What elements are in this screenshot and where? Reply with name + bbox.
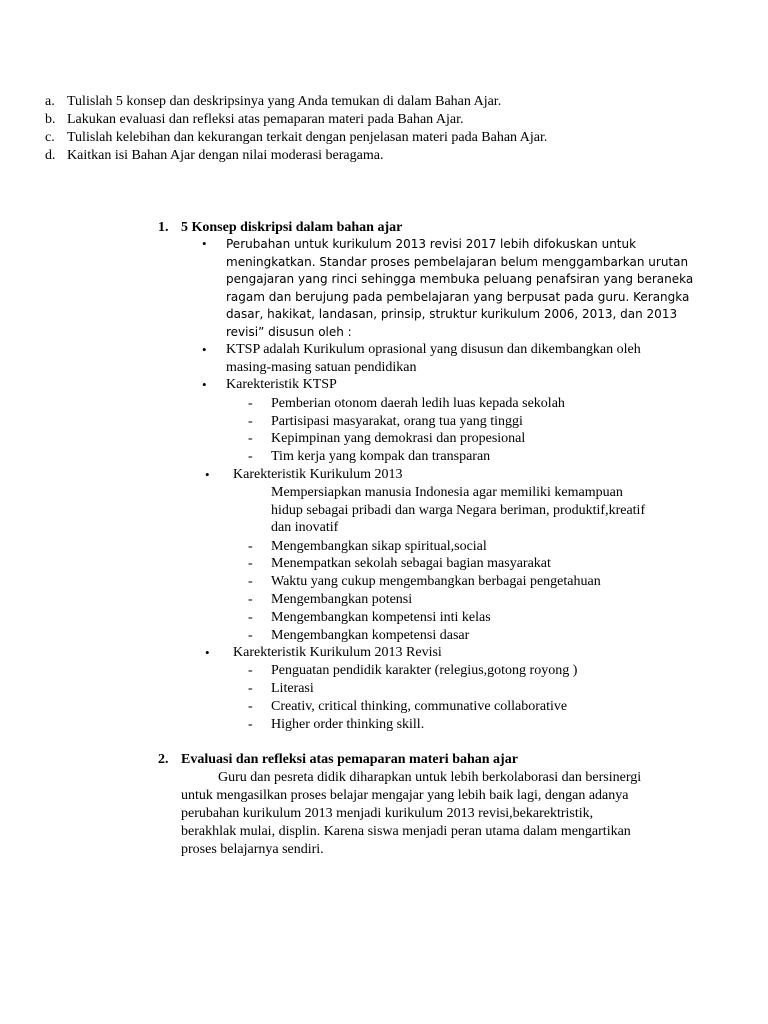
ktsp-char-item: Tim kerja yang kompak dan transparan (271, 449, 491, 464)
section-1-heading: 5 Konsep diskripsi dalam bahan ajar (181, 220, 403, 235)
intro-line: revisi” disusun oleh : (226, 324, 352, 339)
section-2-line: untuk mengasilkan proses belajar mengajar yang lebih baik lagi, dengan adanya (181, 788, 629, 803)
intro-line: ragam dan berujung pada pembelajaran yang berpusat pada guru. Kerangka (226, 289, 690, 304)
bullet-icon: • (205, 467, 210, 482)
section-1-number: 1. (158, 220, 169, 235)
bullet-icon: • (202, 236, 207, 251)
k13r-title: Karekteristik Kurikulum 2013 Revisi (233, 645, 442, 660)
k13r-item: Literasi (271, 681, 314, 696)
dash-icon: - (248, 628, 253, 643)
ktsp-char-item: Kepimpinan yang demokrasi dan propesional (271, 431, 526, 446)
k13-item: Mengembangkan kompetensi dasar (271, 628, 470, 643)
k13-lead-line: dan inovatif (271, 520, 339, 535)
section-2-line: Guru dan pesreta didik diharapkan untuk lebih berkolaborasi dan bersinergi (218, 770, 642, 785)
intro-line: dasar, hakikat, landasan, prinsip, struktur kurikulum 2006, 2013, dan 2013 (226, 307, 678, 321)
task-text: Lakukan evaluasi dan refleksi atas pemaparan materi pada Bahan Ajar. (67, 112, 464, 127)
dash-icon: - (248, 431, 253, 446)
intro-line: meningkatkan. Standar proses pembelajaran belum menggambarkan urutan (226, 254, 689, 269)
k13r-item: Creativ, critical thinking, communative collaborative (271, 699, 568, 714)
k13r-item: Penguatan pendidik karakter (relegius,gotong royong ) (271, 663, 578, 678)
bullet-icon: • (205, 645, 210, 660)
bullet-icon: • (202, 342, 207, 357)
ktsp-line: KTSP adalah Kurikulum oprasional yang disusun dan dikembangkan oleh (226, 342, 641, 357)
dash-icon: - (248, 717, 253, 732)
dash-icon: - (248, 449, 253, 464)
k13-item: Menempatkan sekolah sebagai bagian masyarakat (271, 556, 551, 571)
dash-icon: - (248, 592, 253, 607)
dash-icon: - (248, 610, 253, 625)
dash-icon: - (248, 681, 253, 696)
k13-item: Mengembangkan potensi (271, 592, 413, 607)
k13-lead-line: hidup sebagai pribadi dan warga Negara beriman, produktif,kreatif (271, 503, 646, 518)
task-marker: c. (45, 130, 55, 145)
ktsp-line: masing-masing satuan pendidikan (226, 360, 417, 375)
ktsp-char-item: Partisipasi masyarakat, orang tua yang tinggi (271, 414, 523, 429)
k13-lead-line: Mempersiapkan manusia Indonesia agar memiliki kemampuan (271, 485, 623, 500)
intro-line: Perubahan untuk kurikulum 2013 revisi 2017 lebih difokuskan untuk (226, 237, 637, 251)
task-text: Tulislah kelebihan dan kekurangan terkait dengan penjelasan materi pada Bahan Ajar. (67, 130, 548, 145)
task-text: Tulislah 5 konsep dan deskripsinya yang Anda temukan di dalam Bahan Ajar. (67, 94, 502, 109)
k13r-item: Higher order thinking skill. (271, 717, 425, 732)
k13-item: Waktu yang cukup mengembangkan berbagai pengetahuan (271, 574, 601, 589)
section-2-line: perubahan kurikulum 2013 menjadi kurikulum 2013 revisi,bekarektristik, (181, 806, 594, 821)
task-text: Kaitkan isi Bahan Ajar dengan nilai moderasi beragama. (67, 148, 384, 163)
section-2-heading: Evaluasi dan refleksi atas pemaparan materi bahan ajar (181, 752, 518, 767)
dash-icon: - (248, 699, 253, 714)
bullet-icon: • (202, 377, 207, 392)
section-2-number: 2. (158, 752, 169, 767)
dash-icon: - (248, 663, 253, 678)
dash-icon: - (248, 539, 253, 554)
ktsp-char-item: Pemberian otonom daerah ledih luas kepada sekolah (271, 396, 565, 411)
section-2-line: berakhlak mulai, displin. Karena siswa menjadi peran utama dalam mengartikan (181, 824, 631, 839)
dash-icon: - (248, 396, 253, 411)
dash-icon: - (248, 556, 253, 571)
dash-icon: - (248, 574, 253, 589)
intro-line: pengajaran yang rinci sehingga membuka peluang penafsiran yang beraneka (226, 272, 694, 286)
section-2-line: proses belajarnya sendiri. (181, 842, 324, 857)
k13-title: Karekteristik Kurikulum 2013 (233, 467, 403, 482)
task-marker: d. (45, 148, 56, 163)
task-marker: a. (45, 94, 55, 109)
task-marker: b. (45, 112, 56, 127)
k13-item: Mengembangkan sikap spiritual,social (271, 539, 487, 554)
ktsp-char-title: Karekteristik KTSP (226, 377, 337, 392)
dash-icon: - (248, 414, 253, 429)
k13-item: Mengembangkan kompetensi inti kelas (271, 610, 491, 625)
